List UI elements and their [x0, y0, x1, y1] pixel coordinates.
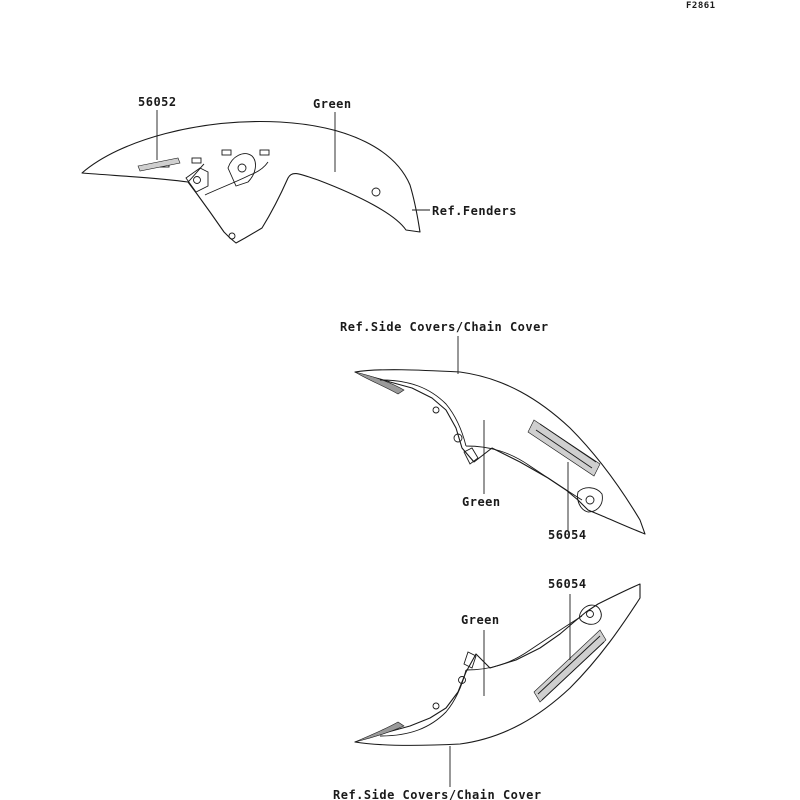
- upper-cover-hole-1: [433, 407, 439, 413]
- front-fender-outline: [82, 122, 420, 243]
- lower-cover-color-label: Green: [461, 613, 500, 627]
- lower-cover-hole-1: [433, 703, 439, 709]
- fender-color-label: Green: [313, 97, 352, 111]
- fender-part-number: 56052: [138, 95, 177, 109]
- upper-cover-outline: [355, 370, 645, 534]
- lower-cover-part-number: 56054: [548, 577, 587, 591]
- upper-cover-part-number: 56054: [548, 528, 587, 542]
- lower-side-cover: [355, 584, 640, 745]
- figure-code: F2861: [686, 1, 716, 11]
- upper-side-cover: [355, 370, 645, 534]
- lower-cover-outline: [355, 584, 640, 745]
- fender-ref-label: Ref.Fenders: [432, 204, 517, 218]
- upper-cover-ref-label: Ref.Side Covers/Chain Cover: [340, 320, 549, 334]
- front-fender: [82, 122, 420, 243]
- upper-cover-color-label: Green: [462, 495, 501, 509]
- lower-cover-ref-label: Ref.Side Covers/Chain Cover: [333, 788, 542, 800]
